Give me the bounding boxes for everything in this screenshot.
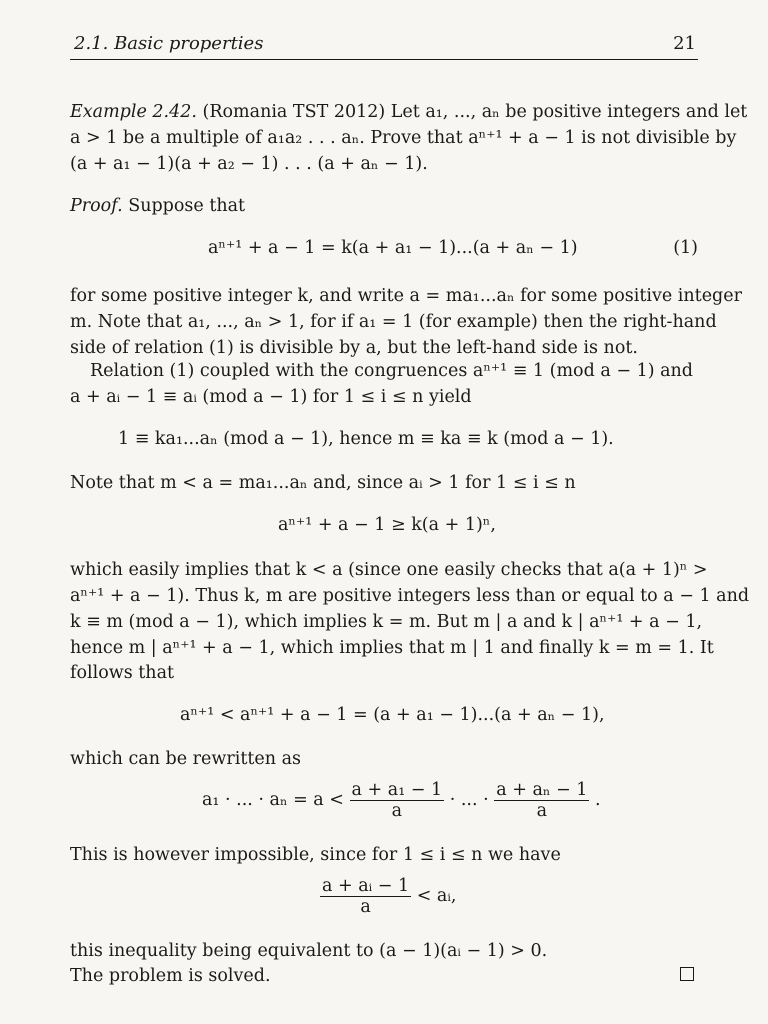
example-line-3: (a + a₁ − 1)(a + a₂ − 1) . . . (a + aₙ − 1). bbox=[70, 154, 428, 174]
qed-square-icon bbox=[680, 967, 694, 981]
para-4-line-4: hence m | aⁿ⁺¹ + a − 1, which implies that m | 1 and finally k = m = 1. It bbox=[70, 638, 714, 658]
fraction-2 bbox=[494, 780, 589, 821]
fraction-1-denominator: a bbox=[391, 801, 403, 821]
proof-intro-text: Suppose that bbox=[128, 196, 246, 216]
fraction-1-numerator: a + a₁ − 1 bbox=[351, 780, 443, 800]
fraction-2-numerator: a + aₙ − 1 bbox=[496, 780, 588, 800]
para-1-line-3: side of relation (1) is divisible by a, but the left-hand side is not. bbox=[70, 338, 638, 358]
equation-3: aⁿ⁺¹ + a − 1 ≥ k(a + 1)ⁿ, bbox=[278, 515, 496, 535]
para-3: Note that m < a = ma₁...aₙ and, since aᵢ > 1 for 1 ≤ i ≤ n bbox=[70, 473, 576, 493]
para-4-line-1: which easily implies that k < a (since one easily checks that a(a + 1)ⁿ > bbox=[70, 560, 708, 580]
equation-5 bbox=[202, 780, 601, 821]
fraction-1 bbox=[350, 780, 445, 821]
equation-1: aⁿ⁺¹ + a − 1 = k(a + a₁ − 1)...(a + aₙ − 1) bbox=[208, 238, 578, 258]
equation-1-number: (1) bbox=[673, 238, 698, 258]
equation-4: aⁿ⁺¹ < aⁿ⁺¹ + a − 1 = (a + a₁ − 1)...(a + aₙ − 1), bbox=[180, 705, 605, 725]
proof-label: Proof. bbox=[70, 196, 123, 216]
equation-6-right: < aᵢ, bbox=[416, 886, 457, 906]
equation-6 bbox=[320, 876, 456, 917]
para-5: which can be rewritten as bbox=[70, 749, 302, 769]
equation-5-left: a₁ · ... · aₙ = a < bbox=[202, 790, 344, 810]
para-1-line-1: for some positive integer k, and write a = ma₁...aₙ for some positive integer bbox=[70, 286, 742, 306]
example-line-2: a > 1 be a multiple of a₁a₂ . . . aₙ. Prove that aⁿ⁺¹ + a − 1 is not divisible by bbox=[70, 128, 737, 148]
proof-intro bbox=[70, 193, 698, 219]
example-label: Example 2.42. bbox=[70, 102, 197, 122]
para-1-line-2: m. Note that a₁, ..., aₙ > 1, for if a₁ = 1 (for example) then the right-hand bbox=[70, 312, 717, 332]
page-number: 21 bbox=[673, 33, 696, 54]
para-2-line-2: a + aᵢ − 1 ≡ aᵢ (mod a − 1) for 1 ≤ i ≤ n yield bbox=[70, 387, 472, 407]
equation-5-middle: · ... · bbox=[449, 790, 489, 810]
fraction-2-denominator: a bbox=[536, 801, 548, 821]
fraction-3 bbox=[320, 876, 411, 917]
para-4-line-3: k ≡ m (mod a − 1), which implies k = m. But m | a and k | aⁿ⁺¹ + a − 1, bbox=[70, 612, 703, 632]
para-6: This is however impossible, since for 1 ≤ i ≤ n we have bbox=[70, 845, 561, 865]
equation-2: 1 ≡ ka₁...aₙ (mod a − 1), hence m ≡ ka ≡ k (mod a − 1). bbox=[118, 429, 614, 449]
equation-5-end: . bbox=[594, 790, 601, 810]
para-4-line-2: aⁿ⁺¹ + a − 1). Thus k, m are positive integers less than or equal to a − 1 and bbox=[70, 586, 750, 606]
para-8: The problem is solved. bbox=[70, 966, 271, 986]
fraction-3-numerator: a + aᵢ − 1 bbox=[322, 876, 410, 896]
para-2-line-1: Relation (1) coupled with the congruences aⁿ⁺¹ ≡ 1 (mod a − 1) and bbox=[90, 361, 693, 381]
running-header bbox=[70, 33, 698, 59]
page bbox=[70, 0, 750, 1024]
fraction-3-denominator: a bbox=[360, 897, 371, 917]
header-rule bbox=[70, 59, 698, 60]
example-text-1: (Romania TST 2012) Let a₁, ..., aₙ be positive integers and let bbox=[202, 102, 748, 122]
example-line-1 bbox=[70, 99, 748, 125]
section-title: 2.1. Basic properties bbox=[74, 33, 264, 54]
para-7: this inequality being equivalent to (a − 1)(aᵢ − 1) > 0. bbox=[70, 941, 548, 961]
para-4-line-5: follows that bbox=[70, 663, 175, 683]
